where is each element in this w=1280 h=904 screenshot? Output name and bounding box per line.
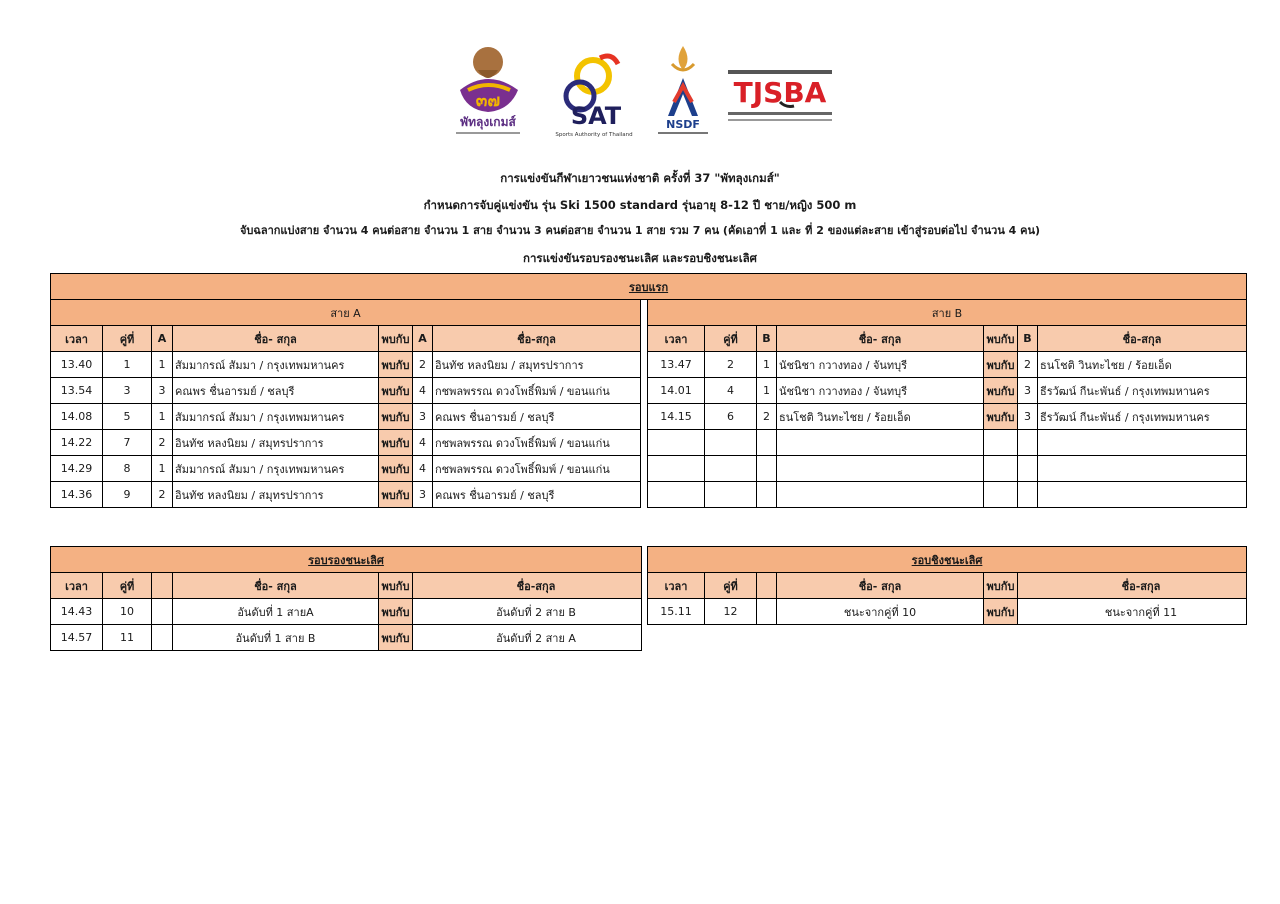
gap-cell xyxy=(641,430,648,456)
competition-title: การแข่งขันกีฬาเยาวชนแห่งชาติ ครั้งที่ 37 "พัทลุงเกมส์" xyxy=(500,171,780,185)
col-name2: ชื่อ-สกุล xyxy=(413,573,642,599)
col-time: เวลา xyxy=(51,326,103,352)
seed-cell: 3 xyxy=(413,482,433,508)
empty-cell xyxy=(1018,456,1038,482)
tjsba-text: TJSBA xyxy=(733,76,827,109)
table-row xyxy=(51,456,1247,482)
vs-cell: พบกับ xyxy=(984,352,1018,378)
vs-cell: พบกับ xyxy=(984,378,1018,404)
seed-cell: 2 xyxy=(413,352,433,378)
logo-strip xyxy=(452,40,836,140)
empty-cell xyxy=(757,456,777,482)
gap-cell xyxy=(641,352,648,378)
name-cell: สัมมากรณ์ สัมมา / กรุงเทพมหานคร xyxy=(173,352,379,378)
name-cell: อินทัช หลงนิยม / สมุทรปราการ xyxy=(433,352,641,378)
vs-cell: พบกับ xyxy=(984,404,1018,430)
empty-cell xyxy=(777,482,984,508)
name-cell: คณพร ชื่นอารมย์ / ชลบุรี xyxy=(173,378,379,404)
pair-cell: 3 xyxy=(103,378,152,404)
col-name: ชื่อ- สกุล xyxy=(777,573,984,599)
seed-cell: 2 xyxy=(152,430,173,456)
name-cell: อินทัช หลงนิยม / สมุทรปราการ xyxy=(173,482,379,508)
col-seed-a: A xyxy=(152,326,173,352)
name-cell: ธนโชติ วินทะไชย / ร้อยเอ็ด xyxy=(1038,352,1247,378)
pair-cell: 9 xyxy=(103,482,152,508)
empty-cell xyxy=(1018,430,1038,456)
pair-cell: 11 xyxy=(103,625,152,651)
col-seed-b: B xyxy=(1018,326,1038,352)
time-cell: 13.54 xyxy=(51,378,103,404)
final-title: รอบชิงชนะเลิศ xyxy=(911,553,983,567)
empty-cell xyxy=(984,482,1018,508)
col-name: ชื่อ- สกุล xyxy=(777,326,984,352)
empty-cell xyxy=(777,456,984,482)
gap-cell xyxy=(641,404,648,430)
empty-cell xyxy=(757,482,777,508)
gap-cell xyxy=(641,482,648,508)
col-time: เวลา xyxy=(648,326,705,352)
pair-cell: 1 xyxy=(103,352,152,378)
empty-cell xyxy=(705,456,757,482)
first-round-table xyxy=(50,273,1247,508)
name-cell: สัมมากรณ์ สัมมา / กรุงเทพมหานคร xyxy=(173,456,379,482)
col-name2: ชื่อ-สกุล xyxy=(433,326,641,352)
sat-text: SAT xyxy=(570,102,622,130)
col-vs: พบกับ xyxy=(379,573,413,599)
name-cell: อันดับที่ 1 สาย B xyxy=(173,625,379,651)
pair-cell: 2 xyxy=(705,352,757,378)
seed-cell: 1 xyxy=(152,456,173,482)
empty-cell xyxy=(984,430,1018,456)
pair-cell: 10 xyxy=(103,599,152,625)
col-pair: คู่ที่ xyxy=(705,326,757,352)
nsdf-text: NSDF xyxy=(666,118,700,131)
col-name: ชื่อ- สกุล xyxy=(173,326,379,352)
seed-cell: 4 xyxy=(413,430,433,456)
table-row xyxy=(51,625,642,651)
col-seed-b: B xyxy=(757,326,777,352)
nsdf-logo xyxy=(654,42,712,138)
final-title-row xyxy=(648,547,1247,573)
first-round-title-row xyxy=(51,274,1247,300)
seed-cell: 3 xyxy=(1018,378,1038,404)
empty-cell xyxy=(1038,430,1247,456)
col-vs: พบกับ xyxy=(379,326,413,352)
time-cell: 14.29 xyxy=(51,456,103,482)
table-row xyxy=(51,599,642,625)
time-cell: 14.43 xyxy=(51,599,103,625)
name-cell: อันดับที่ 1 สายA xyxy=(173,599,379,625)
semi-final-title: รอบรองชนะเลิศ xyxy=(308,553,384,567)
semi-title-row xyxy=(51,547,642,573)
time-cell: 13.47 xyxy=(648,352,705,378)
vs-cell: พบกับ xyxy=(379,430,413,456)
col-seed-a: A xyxy=(413,326,433,352)
col-name2: ชื่อ-สกุล xyxy=(1018,573,1247,599)
name-cell: ธีรวัฒน์ กีนะพันธ์ / กรุงเทพมหานคร xyxy=(1038,378,1247,404)
col-time: เวลา xyxy=(648,573,705,599)
time-cell: 13.40 xyxy=(51,352,103,378)
name-cell: คณพร ชื่นอารมย์ / ชลบุรี xyxy=(433,404,641,430)
vs-cell: พบกับ xyxy=(379,404,413,430)
vs-cell: พบกับ xyxy=(379,625,413,651)
name-cell: อินทัช หลงนิยม / สมุทรปราการ xyxy=(173,430,379,456)
seed-cell: 1 xyxy=(152,404,173,430)
empty-cell xyxy=(757,599,777,625)
name-cell: อันดับที่ 2 สาย A xyxy=(413,625,642,651)
time-cell: 14.01 xyxy=(648,378,705,404)
heading-block xyxy=(0,168,1280,274)
empty-cell xyxy=(152,599,173,625)
table-row xyxy=(51,430,1247,456)
seed-cell: 2 xyxy=(1018,352,1038,378)
name-cell: ธนโชติ วินทะไชย / ร้อยเอ็ด xyxy=(777,404,984,430)
empty-cell xyxy=(1038,482,1247,508)
empty-cell xyxy=(648,482,705,508)
table-row xyxy=(51,378,1247,404)
name-cell: ชนะจากคู่ที่ 11 xyxy=(1018,599,1247,625)
col-vs: พบกับ xyxy=(984,573,1018,599)
schedule-title: กำหนดการจับคู่แข่งขัน รุ่น Ski 1500 standard รุ่นอายุ 8-12 ปี ชาย/หญิง 500 m xyxy=(423,197,857,212)
vs-cell: พบกับ xyxy=(379,599,413,625)
time-cell: 15.11 xyxy=(648,599,705,625)
vs-cell: พบกับ xyxy=(379,456,413,482)
seed-cell: 3 xyxy=(413,404,433,430)
col-name2: ชื่อ-สกุล xyxy=(1038,326,1247,352)
table-row xyxy=(51,352,1247,378)
col-pair: คู่ที่ xyxy=(103,326,152,352)
time-cell: 14.36 xyxy=(51,482,103,508)
tjsba-logo xyxy=(724,68,836,130)
seed-cell: 4 xyxy=(413,378,433,404)
pair-cell: 12 xyxy=(705,599,757,625)
col-pair: คู่ที่ xyxy=(103,573,152,599)
name-cell: สัมมากรณ์ สัมมา / กรุงเทพมหานคร xyxy=(173,404,379,430)
col-name: ชื่อ- สกุล xyxy=(173,573,379,599)
col-vs: พบกับ xyxy=(984,326,1018,352)
semi-column-header-row xyxy=(51,573,642,599)
empty-cell xyxy=(777,430,984,456)
pair-cell: 5 xyxy=(103,404,152,430)
column-header-row xyxy=(51,326,1247,352)
table-row xyxy=(51,482,1247,508)
seed-cell: 2 xyxy=(757,404,777,430)
first-round-title: รอบแรก xyxy=(628,280,669,294)
name-cell: กชพลพรรณ ดวงโพธิ์พิมพ์ / ขอนแก่น xyxy=(433,430,641,456)
group-header-row xyxy=(51,300,1247,326)
name-cell: อันดับที่ 2 สาย B xyxy=(413,599,642,625)
first-round-body xyxy=(51,352,1247,508)
group-a-title: สาย A xyxy=(51,300,641,326)
seed-cell: 3 xyxy=(152,378,173,404)
sat-logo xyxy=(552,48,634,140)
gap-cell xyxy=(641,456,648,482)
seed-cell: 3 xyxy=(1018,404,1038,430)
gap-cell xyxy=(641,378,648,404)
col-pair: คู่ที่ xyxy=(705,573,757,599)
seed-cell: 1 xyxy=(757,352,777,378)
draw-description: จับฉลากแบ่งสาย จำนวน 4 คนต่อสาย จำนวน 1 สาย จำนวน 3 คนต่อสาย จำนวน 1 สาย รวม 7 คน (คัดเอาที่ 1 และ ที่ 2 ของแต่ละสาย เข้าสู่รอบต่อไป จำนวน 4 คน) xyxy=(239,224,1041,237)
name-cell: กชพลพรรณ ดวงโพธิ์พิมพ์ / ขอนแก่น xyxy=(433,456,641,482)
empty-cell xyxy=(648,430,705,456)
name-cell: นัชนิชา กวางทอง / จันทบุรี xyxy=(777,378,984,404)
empty-cell xyxy=(757,430,777,456)
empty-cell xyxy=(705,430,757,456)
empty-cell xyxy=(1018,482,1038,508)
time-cell: 14.15 xyxy=(648,404,705,430)
final-table xyxy=(647,546,1247,625)
name-cell: นัชนิชา กวางทอง / จันทบุรี xyxy=(777,352,984,378)
empty-cell xyxy=(152,625,173,651)
seed-cell: 1 xyxy=(757,378,777,404)
pair-cell: 6 xyxy=(705,404,757,430)
svg-text:๓๗: ๓๗ xyxy=(475,91,501,111)
round-description: การแข่งขันรอบรองชนะเลิศ และรอบชิงชนะเลิศ xyxy=(523,250,757,265)
time-cell: 14.22 xyxy=(51,430,103,456)
name-cell: กชพลพรรณ ดวงโพธิ์พิมพ์ / ขอนแก่น xyxy=(433,378,641,404)
vs-cell: พบกับ xyxy=(984,599,1018,625)
phatthalung-games-text: พัทลุงเกมส์ xyxy=(460,115,516,129)
name-cell: คณพร ชื่นอารมย์ / ชลบุรี xyxy=(433,482,641,508)
name-cell: ธีรวัฒน์ กีนะพันธ์ / กรุงเทพมหานคร xyxy=(1038,404,1247,430)
semi-final-body xyxy=(51,599,642,651)
empty-cell xyxy=(705,482,757,508)
seed-cell: 1 xyxy=(152,352,173,378)
pair-cell: 4 xyxy=(705,378,757,404)
pair-cell: 7 xyxy=(103,430,152,456)
vs-cell: พบกับ xyxy=(379,482,413,508)
name-cell: ชนะจากคู่ที่ 10 xyxy=(777,599,984,625)
time-cell: 14.08 xyxy=(51,404,103,430)
phatthalung-games-logo xyxy=(452,40,536,140)
empty-cell xyxy=(984,456,1018,482)
time-cell: 14.57 xyxy=(51,625,103,651)
seed-cell: 4 xyxy=(413,456,433,482)
group-b-title: สาย B xyxy=(648,300,1247,326)
semi-final-table xyxy=(50,546,642,651)
seed-cell: 2 xyxy=(152,482,173,508)
empty-cell xyxy=(1038,456,1247,482)
table-row xyxy=(51,404,1247,430)
table-row xyxy=(648,599,1247,625)
sat-subtitle: Sports Authority of Thailand xyxy=(555,132,633,138)
final-body xyxy=(648,599,1247,625)
vs-cell: พบกับ xyxy=(379,378,413,404)
vs-cell: พบกับ xyxy=(379,352,413,378)
col-time: เวลา xyxy=(51,573,103,599)
pair-cell: 8 xyxy=(103,456,152,482)
empty-cell xyxy=(648,456,705,482)
final-column-header-row xyxy=(648,573,1247,599)
